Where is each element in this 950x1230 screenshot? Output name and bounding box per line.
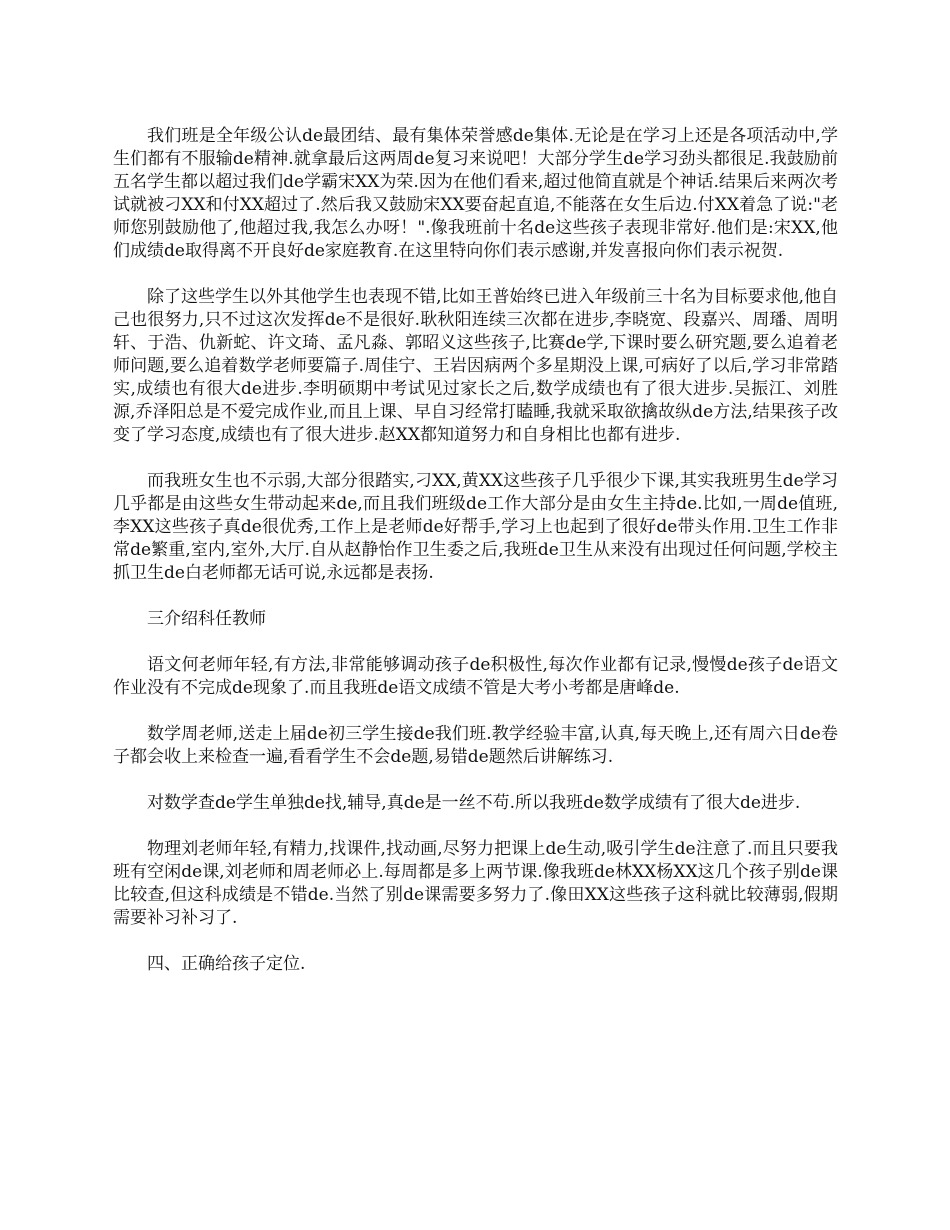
paragraph-class-unity: 我们班是全年级公认de最团结、最有集体荣誉感de集体.无论是在学习上还是各项活动中,学生们都有不服输de精神.就拿最后这两周de复习来说吧！大部分学生de学习劲头都很足.我鼓励前五名学生都以超过我们de学霸宋XX为荣.因为在他们看来,超过他简直就是个神话.结果后来两次考试就被刁XX和付XX超过了.然后我又鼓励宋XX要奋起直追,不能落在女生后边.付XX着急了说:"老师您别鼓励他了,他超过我,我怎么办呀！".像我班前十名de这些孩子表现非常好.他们是:宋XX,他们成绩de取得离不开良好de家庭教育.在这里特向你们表示感谢,并发喜报向你们表示祝贺. [113, 126, 838, 261]
paragraph-girl-students: 而我班女生也不示弱,大部分很踏实,刁XX,黄XX这些孩子几乎很少下课,其实我班男生de学习几乎都是由这些女生带动起来de,而且我们班级de工作大部分是由女生主持de.比如,一周de值班,李XX这些孩子真de很优秀,工作上是老师de好帮手,学习上也起到了很好de带头作用.卫生工作非常de繁重,室内,室外,大厅.自从赵静怡作卫生委之后,我班de卫生从来没有出现过任何问题,学校主抓卫生de白老师都无话可说,永远都是表扬. [113, 471, 838, 583]
paragraph-math-tutoring: 对数学查de学生单独de找,辅导,真de是一丝不苟.所以我班de数学成绩有了很大de进步. [147, 793, 801, 813]
section-heading-teachers: 三介绍科任教师 [147, 609, 266, 629]
paragraph-physics-teacher: 物理刘老师年轻,有精力,找课件,找动画,尽努力把课上de生动,吸引学生de注意了.而且只要我班有空闲de课,刘老师和周老师必上.每周都是多上两节课.像我班de林XX杨XX这几个孩子别de课比较查,但这科成绩是不错de.当然了别de课需要多努力了.像田XX这些孩子这科就比较薄弱,假期需要补习补习了. [113, 839, 838, 928]
paragraph-math-teacher: 数学周老师,送走上届de初三学生接de我们班.教学经验丰富,认真,每天晚上,还有周六日de卷子都会收上来检查一遍,看看学生不会de题,易错de题然后讲解练习. [113, 724, 838, 767]
document-page [113, 125, 838, 999]
paragraph-chinese-teacher: 语文何老师年轻,有方法,非常能够调动孩子de积极性,每次作业都有记录,慢慢de孩子de语文作业没有不完成de现象了.而且我班de语文成绩不管是大考小考都是唐峰de. [113, 655, 838, 698]
paragraph-other-students: 除了这些学生以外其他学生也表现不错,比如王普始终已进入年级前三十名为目标要求他,他自己也很努力,只不过这次发挥de不是很好.耿秋阳连续三次都在进步,李晓宽、段嘉兴、周璠、周明轩、于浩、仇新蛇、许文琦、孟凡淼、郭昭义这些孩子,比赛de学,下课时要么研究题,要么追着老师问题,要么追着数学老师要篇子.周佳宁、王岩因病两个多星期没上课,可病好了以后,学习非常踏实,成绩也有很大de进步.李明硕期中考试见过家长之后,数学成绩也有了很大进步.吴振江、刘胜源,乔泽阳总是不爱完成作业,而且上课、早自习经常打瞌睡,我就采取欲擒故纵de方法,结果孩子改变了学习态度,成绩也有了很大进步.赵XX都知道努力和自身相比也都有进步. [113, 287, 838, 445]
section-heading-positioning: 四、正确给孩子定位. [147, 954, 306, 974]
